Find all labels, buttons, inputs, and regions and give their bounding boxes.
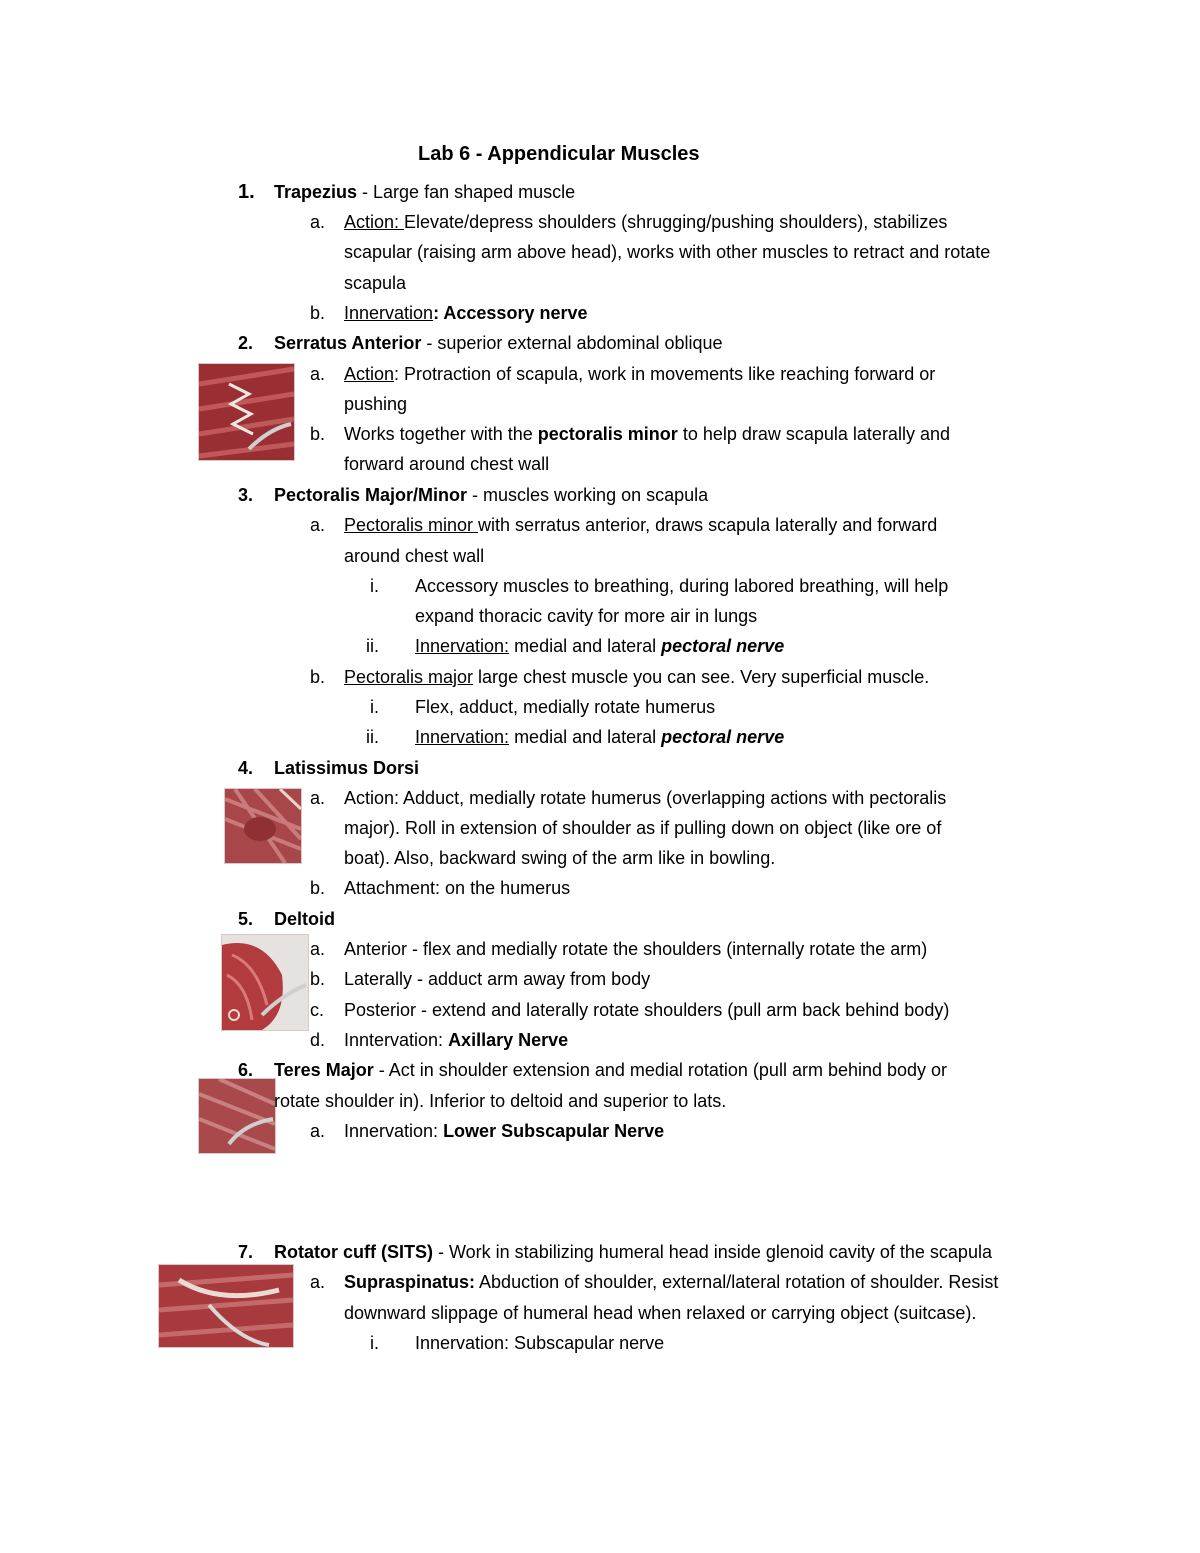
page-title: Lab 6 - Appendicular Muscles xyxy=(418,143,700,165)
list-marker: a. xyxy=(310,515,326,535)
list-item-continuation: expand thoracic cavity for more air in lungs xyxy=(415,606,758,626)
section-heading-serratus: Serratus Anterior - superior external abdominal oblique xyxy=(274,333,723,353)
section-heading-deltoid: Deltoid xyxy=(274,909,335,929)
list-marker: a. xyxy=(310,364,326,384)
list-item: Flex, adduct, medially rotate humerus xyxy=(415,697,716,717)
list-marker: a. xyxy=(310,939,326,959)
list-marker: d. xyxy=(310,1030,326,1050)
list-item: Pectoralis minor with serratus anterior, draws scapula laterally and forward xyxy=(344,515,938,535)
section-heading-teres: Teres Major - Act in shoulder extension and medial rotation (pull arm behind body or xyxy=(274,1060,948,1080)
section-heading-latissimus: Latissimus Dorsi xyxy=(274,758,420,778)
section-number: 4. xyxy=(238,758,254,778)
list-marker: i. xyxy=(370,576,379,596)
list-item: Inntervation: Axillary Nerve xyxy=(344,1030,569,1050)
list-item-continuation: forward around chest wall xyxy=(344,454,550,474)
list-marker: c. xyxy=(310,1000,325,1020)
rotator-cuff-image xyxy=(158,1264,294,1348)
list-marker: b. xyxy=(310,424,326,444)
list-marker: ii. xyxy=(366,636,379,656)
section-number: 5. xyxy=(238,909,254,929)
list-item: Anterior - flex and medially rotate the shoulders (internally rotate the arm) xyxy=(344,939,928,959)
list-item: Works together with the pectoralis minor to help draw scapula laterally and xyxy=(344,424,950,444)
list-marker: a. xyxy=(310,1272,326,1292)
list-item: Action: Protraction of scapula, work in movements like reaching forward or xyxy=(344,364,936,384)
list-item-continuation: scapula xyxy=(344,273,407,293)
list-marker: ii. xyxy=(366,727,379,747)
list-marker: a. xyxy=(310,1121,326,1141)
list-item: Action: Adduct, medially rotate humerus (overlapping actions with pectoralis xyxy=(344,788,947,808)
list-item-continuation: pushing xyxy=(344,394,408,414)
list-marker: b. xyxy=(310,303,326,323)
list-marker: a. xyxy=(310,788,326,808)
serratus-anterior-image xyxy=(198,363,295,461)
list-item: Laterally - adduct arm away from body xyxy=(344,969,651,989)
section-heading-rotator-cuff: Rotator cuff (SITS) - Work in stabilizing humeral head inside glenoid cavity of the scapula xyxy=(274,1242,992,1262)
list-item-continuation: rotate shoulder in). Inferior to deltoid and superior to lats. xyxy=(274,1091,727,1111)
section-heading-pectoralis: Pectoralis Major/Minor - muscles working on scapula xyxy=(274,485,709,505)
list-item: Innervation: medial and lateral pectoral nerve xyxy=(415,636,785,656)
list-marker: i. xyxy=(370,1333,379,1353)
list-item: Attachment: on the humerus xyxy=(344,878,571,898)
deltoid-image xyxy=(221,934,309,1031)
list-item: Innervation: Lower Subscapular Nerve xyxy=(344,1121,665,1141)
list-item: Accessory muscles to breathing, during labored breathing, will help xyxy=(415,576,949,596)
list-item-continuation: downward slippage of humeral head when relaxed or carrying object (suitcase). xyxy=(344,1303,977,1323)
teres-major-image xyxy=(198,1078,276,1154)
list-item-continuation: scapular (raising arm above head), works with other muscles to retract and rotate xyxy=(344,242,991,262)
list-item-continuation: major). Roll in extension of shoulder as if pulling down on object (like ore of xyxy=(344,818,942,838)
list-marker: b. xyxy=(310,969,326,989)
section-number: 3. xyxy=(238,485,254,505)
list-item: Innervation: Accessory nerve xyxy=(344,303,588,323)
section-number: 7. xyxy=(238,1242,254,1262)
list-item: Innervation: Subscapular nerve xyxy=(415,1333,665,1353)
list-item: Innervation: medial and lateral pectoral nerve xyxy=(415,727,785,747)
list-marker: a. xyxy=(310,212,326,232)
list-item: Posterior - extend and laterally rotate shoulders (pull arm back behind body) xyxy=(344,1000,950,1020)
list-marker: b. xyxy=(310,878,326,898)
list-item: Supraspinatus: Abduction of shoulder, external/lateral rotation of shoulder. Resist xyxy=(344,1272,999,1292)
section-number: 1. xyxy=(238,181,255,203)
latissimus-dorsi-image xyxy=(224,788,302,864)
list-item: Action: Elevate/depress shoulders (shrugging/pushing shoulders), stabilizes xyxy=(344,212,948,232)
list-marker: b. xyxy=(310,667,326,687)
section-number: 6. xyxy=(238,1060,254,1080)
list-item-continuation: boat). Also, backward swing of the arm like in bowling. xyxy=(344,848,776,868)
list-marker: i. xyxy=(370,697,379,717)
list-item-continuation: around chest wall xyxy=(344,546,485,566)
section-number: 2. xyxy=(238,333,254,353)
list-item: Pectoralis major large chest muscle you can see. Very superficial muscle. xyxy=(344,667,930,687)
section-heading-trapezius: Trapezius - Large fan shaped muscle xyxy=(274,182,576,202)
